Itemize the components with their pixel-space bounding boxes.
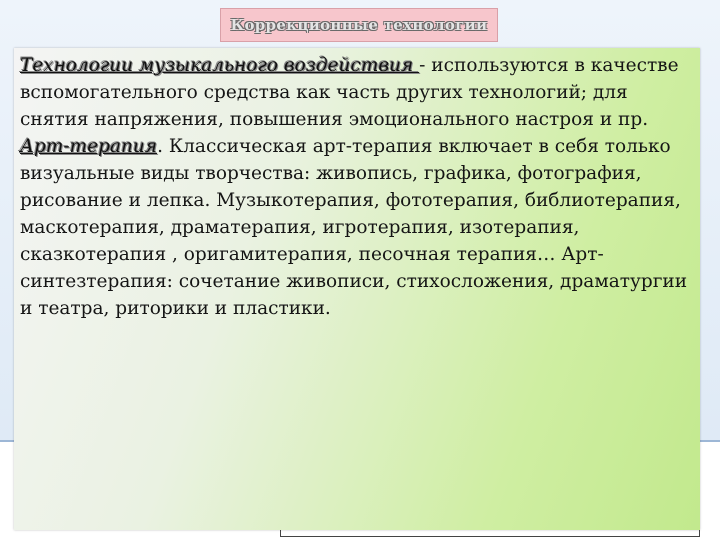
paragraph-music-technologies: - используются в качестве вспомогательного средства как часть других технологий; для снятия напряжения, повышения эмоционального настроя и пр. <box>20 55 679 130</box>
slide-title: Коррекционные технологии <box>230 16 488 34</box>
term-music-technologies: Технологии музыкального воздействия <box>20 55 420 76</box>
term-art-therapy: Арт-терапия <box>20 136 158 157</box>
content-box <box>14 48 700 530</box>
content-text <box>20 52 692 322</box>
paragraph-art-therapy: . Классическая арт-терапия включает в себя только визуальные виды творчества: живопись, графика, фотография, рисование и лепка. Музыкотерапия, фототерапия, библиотерапия, маскотерапия, драматерапия, игротерапия, изотерапия, сказкотерапия , оригамитерапия, песочная терапия… Арт-синтезтерапия: сочетание живописи, стихосложения, драматургии и театра, риторики и пластики. <box>20 136 688 319</box>
title-box <box>220 8 498 42</box>
slide-header <box>0 0 720 40</box>
